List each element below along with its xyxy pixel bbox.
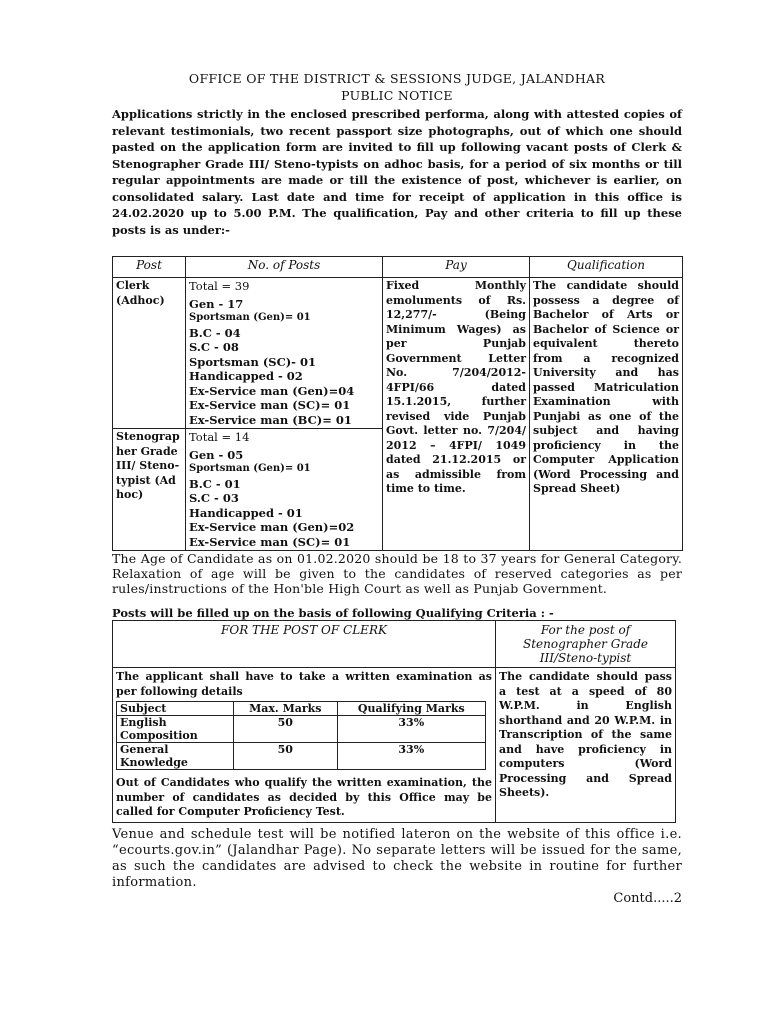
table-row [117,702,486,716]
criteria-table [112,620,676,823]
age-paragraph: The Age of Candidate as on 01.02.2020 should be 18 to 37 years for General Category. Relaxation of age will be given to the candidates of reserved categories as per rules/instructions of the Hon'ble High Court as well as Punjab Government. [112,551,682,596]
marks-max: 50 [234,716,338,743]
post-stenographer: Stenographer Grade III/ Steno-typist (Adhoc) [113,429,186,551]
venue-paragraph: Venue and schedule test will be notified lateron on the website of this office i.e. “ecourts.gov.in” (Jalandhar Page). No separate letters will be issued for the same, as such the candidates are advised to check the website in routine for further information. [112,826,682,890]
continued-label: Contd.....2 [613,890,682,906]
table-row [113,278,683,429]
marks-table [116,701,486,770]
header-qualification: Qualification [530,257,683,278]
steno-criteria-head: For the post of Stenographer Grade III/Steno-typist [496,621,676,668]
clerk-total: Total = 39 [189,279,250,293]
table-row [113,668,676,823]
posts-table-header [113,257,683,278]
list-item: Sportsman (Gen)= 01 [189,463,311,474]
steno-total: Total = 14 [189,430,250,444]
marks-subject: General Knowledge [117,743,234,770]
steno-criteria-cell: The candidate should pass a test at a speed of 80 W.P.M. in English shorthand and 20 W.P.M. in Transcription of the same and have proficiency in computers (Word Processing and Spread Sheets). [496,668,676,823]
qualification-cell: The candidate should possess a degree of Bachelor of Arts or Bachelor of Science or equivalent thereto from a recognized University and has passed Matriculation Examination with Punjabi as one of the subject and having proficiency in the Computer Application (Word Processing and Spread Sheet) [530,278,683,551]
table-row [113,621,676,668]
list-item: Handicapped - 02 [189,369,303,383]
clerk-criteria-head: FOR THE POST OF CLERK [113,621,496,668]
list-item: B.C - 01 [189,476,241,491]
list-item: Ex-Service man (SC)= 01 [189,534,351,549]
notice-title: PUBLIC NOTICE [341,88,453,103]
header-post: Post [113,257,186,278]
steno-posts-cell [186,429,383,551]
header-pay: Pay [383,257,530,278]
list-item: Ex-Service man (BC)= 01 [189,412,352,427]
marks-max: 50 [234,743,338,770]
list-item: Gen - 17 [189,296,244,311]
office-heading: OFFICE OF THE DISTRICT & SESSIONS JUDGE, JALANDHAR [188,71,606,86]
clerk-posts-cell [186,278,383,429]
marks-header-subject: Subject [117,702,234,716]
posts-table [112,256,683,551]
list-item: Handicapped - 01 [189,505,303,520]
list-item: Ex-Service man (SC)= 01 [189,398,351,412]
header-no-of-posts: No. of Posts [186,257,383,278]
marks-header-qualifying: Qualifying Marks [337,702,485,716]
list-item: B.C - 04 [189,325,241,340]
intro-paragraph: Applications strictly in the enclosed prescribed performa, along with attested copies of relevant testimonials, two recent passport size photographs, out of which one should pasted on the application form are invited to fill up following vacant posts of Clerk & Stenographer Grade III/ Steno-typists on adhoc basis, for a period of six months or till regular appointments are made or till the existence of post, whichever is earlier, on consolidated salary. Last date and time for receipt of application in this office is 24.02.2020 up to 5.00 P.M. The qualification, Pay and other criteria to fill up these posts is as under:- [112,107,682,237]
marks-header-max: Max. Marks [234,702,338,716]
list-item: Ex-Service man (Gen)=02 [189,520,355,534]
criteria-title: Posts will be filled up on the basis of following Qualifying Criteria : - [112,606,554,620]
clerk-criteria-cell [113,668,496,823]
marks-qualifying: 33% [337,716,485,743]
clerk-criteria-outro: Out of Candidates who qualify the written examination, the number of candidates as decided by this Office may be called for Computer Proficiency Test. [116,776,492,818]
table-row [117,743,486,770]
pay-cell: Fixed Monthly emoluments of Rs. 12,277/- (Being Minimum Wages) as per Punjab Government Letter No. 7/204/2012-4FPI/66 dated 15.1.2015, further revised vide Punjab Govt. letter no. 7/204/ 2012 – 4FPI/ 1049 dated 21.12.2015 or as admissible from time to time. [383,278,530,551]
table-row [117,716,486,743]
list-item: S.C - 08 [189,340,239,354]
marks-qualifying: 33% [337,743,485,770]
post-clerk: Clerk (Adhoc) [113,278,186,429]
clerk-criteria-intro: The applicant shall have to take a written examination as per following details [116,670,492,698]
list-item: S.C - 03 [189,491,239,505]
notice-page [112,70,682,906]
list-item: Sportsman (SC)- 01 [189,354,316,369]
marks-subject: English Composition [117,716,234,743]
list-item: Ex-Service man (Gen)=04 [189,383,355,398]
list-item: Gen - 05 [189,447,244,462]
list-item: Sportsman (Gen)= 01 [189,312,311,323]
